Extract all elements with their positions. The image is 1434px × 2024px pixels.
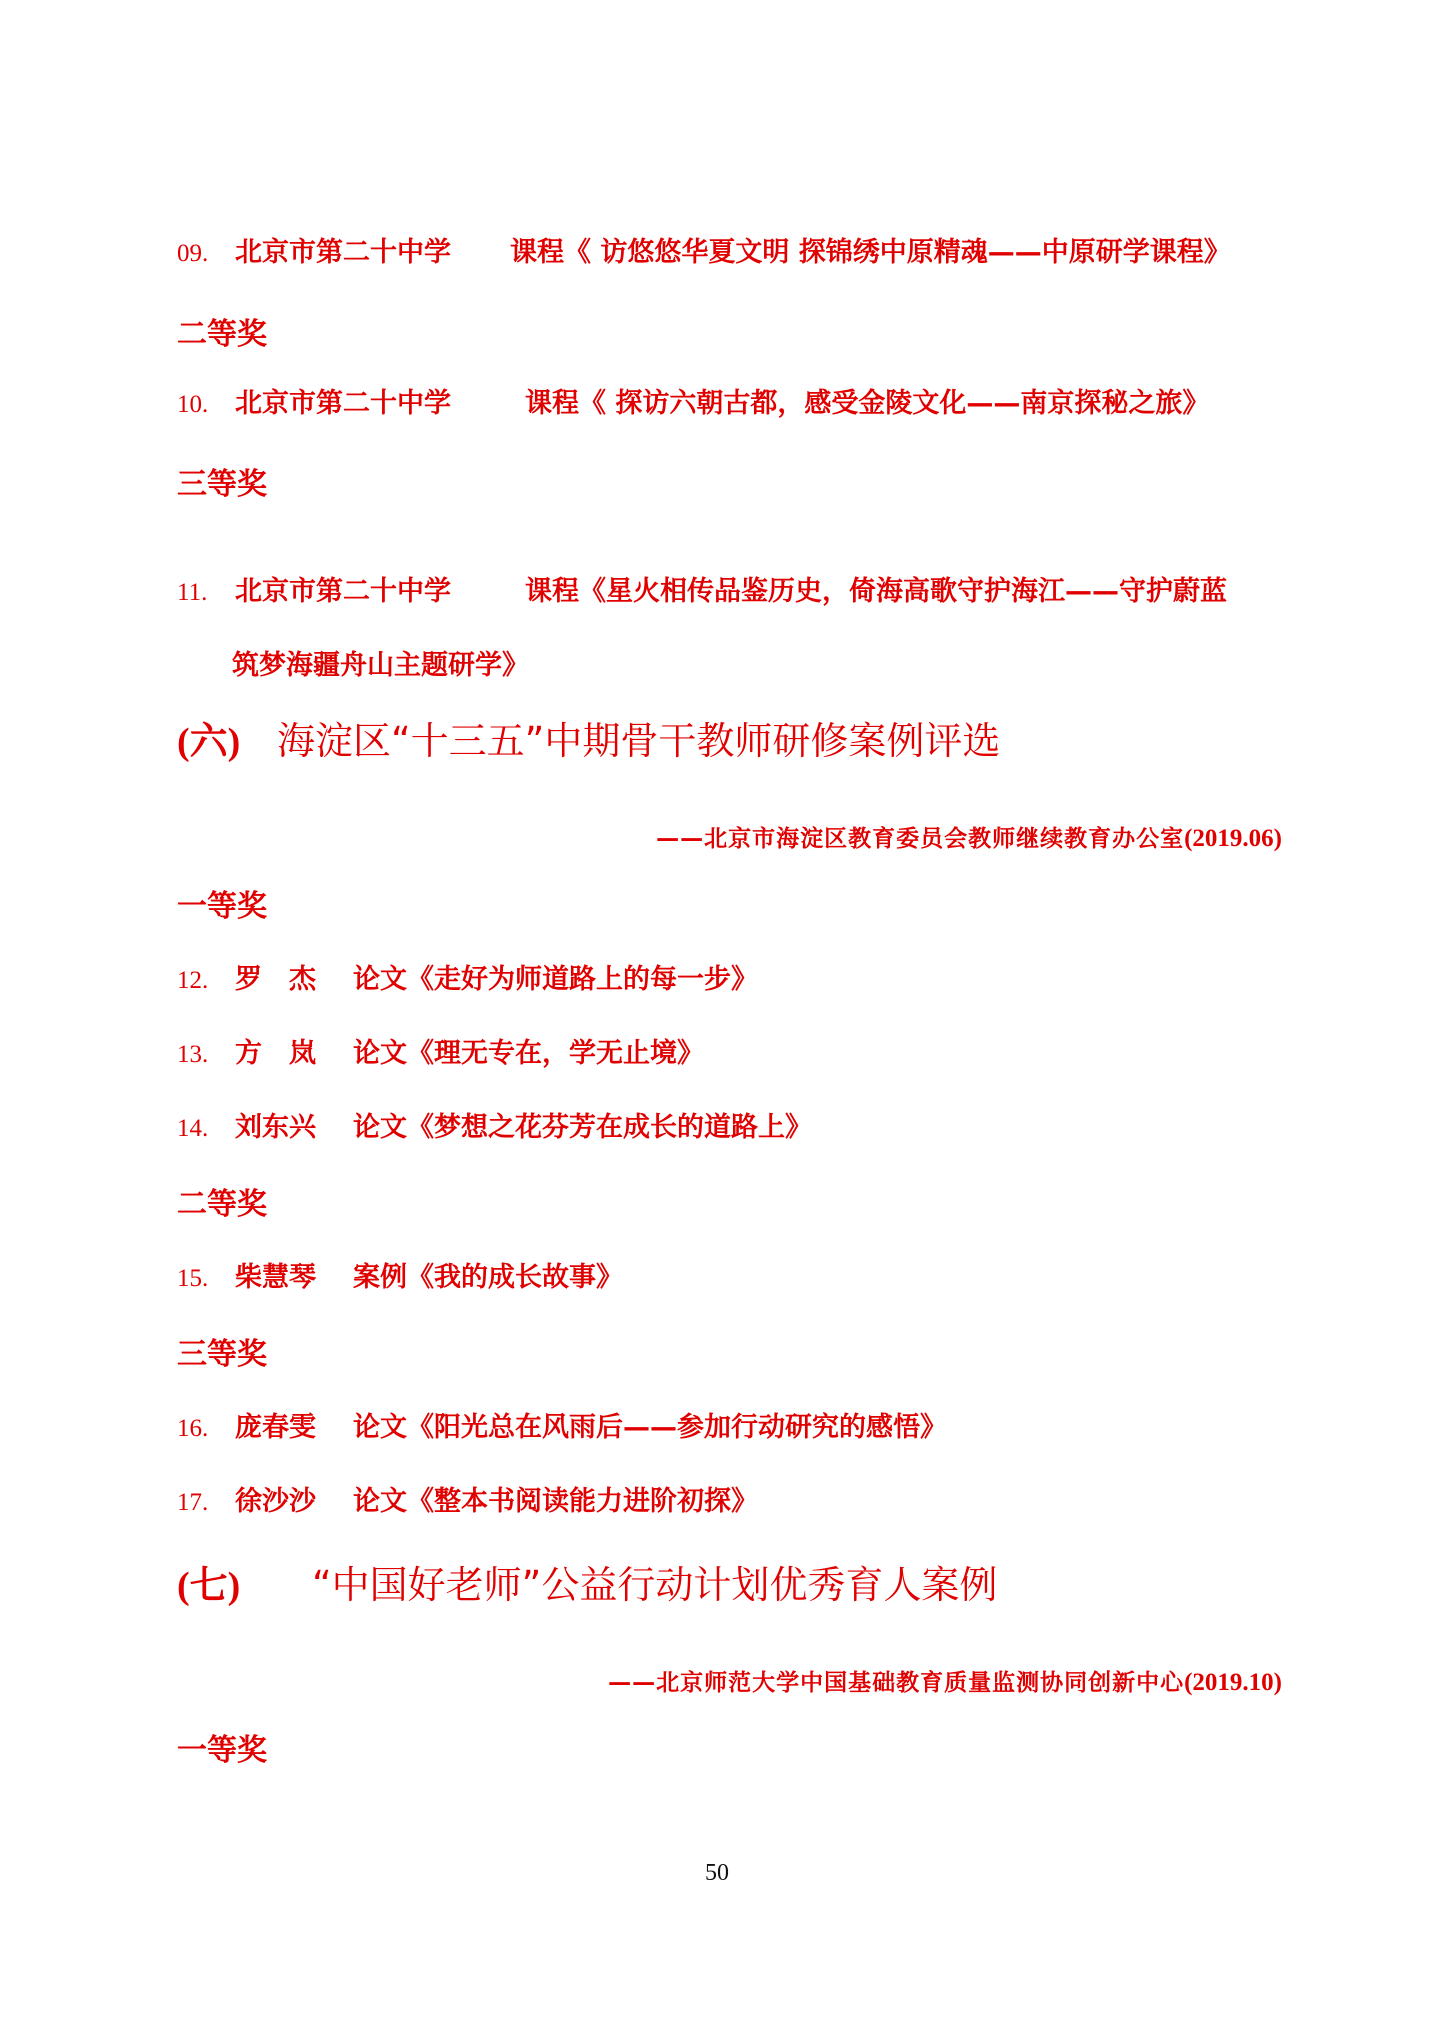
section-title: 海淀区“十三五”中期骨干教师研修案例评选 xyxy=(277,719,1001,763)
entry-09 xyxy=(177,239,1231,266)
source-org: ——北京市海淀区教育委员会教师继续教育办公室 xyxy=(656,826,1185,852)
award-heading-second: 二等奖 xyxy=(177,317,267,352)
entry-15 xyxy=(177,1264,623,1291)
entry-16 xyxy=(177,1414,947,1441)
entry-title: 课程《星火相传品鉴历史，倚海高歌守护海江——守护蔚蓝 xyxy=(525,576,1227,607)
award-heading-third: 三等奖 xyxy=(177,467,267,502)
entry-11 xyxy=(177,578,1227,605)
entry-title: 论文《理无专在，学无止境》 xyxy=(353,1038,704,1069)
section-source-6 xyxy=(656,820,1282,853)
source-date: (2019.10) xyxy=(1184,1669,1282,1696)
section-heading-7 xyxy=(177,1563,998,1607)
entry-number: 12. xyxy=(177,967,209,994)
entry-school: 北京市第二十中学 xyxy=(235,237,451,268)
entry-name: 庞春雯 xyxy=(235,1412,316,1443)
entry-number: 16. xyxy=(177,1415,209,1442)
entry-14 xyxy=(177,1114,812,1141)
source-org: ——北京师范大学中国基础教育质量监测协同创新中心 xyxy=(608,1670,1185,1696)
entry-number: 13. xyxy=(177,1041,209,1068)
entry-title: 案例《我的成长故事》 xyxy=(353,1262,623,1293)
entry-name: 方 岚 xyxy=(235,1038,316,1069)
entry-title: 课程《 探访六朝古都，感受金陵文化——南京探秘之旅》 xyxy=(525,388,1210,419)
source-date: (2019.06) xyxy=(1184,825,1282,852)
entry-13 xyxy=(177,1040,704,1067)
entry-school: 北京市第二十中学 xyxy=(235,576,451,607)
entry-title: 论文《整本书阅读能力进阶初探》 xyxy=(353,1486,758,1517)
entry-number: 09. xyxy=(177,240,209,267)
entry-name: 刘东兴 xyxy=(235,1112,316,1143)
entry-number: 14. xyxy=(177,1115,209,1142)
entry-name: 罗 杰 xyxy=(235,964,316,995)
section-number: (七) xyxy=(177,1565,241,1607)
section-heading-6 xyxy=(177,719,1001,763)
entry-number: 15. xyxy=(177,1265,209,1292)
entry-11-continuation xyxy=(232,652,529,679)
section-title: “中国好老师”公益行动计划优秀育人案例 xyxy=(312,1563,998,1607)
entry-10 xyxy=(177,390,1209,417)
award-heading-first: 一等奖 xyxy=(177,1733,267,1768)
entry-title-continuation: 筑梦海疆舟山主题研学》 xyxy=(232,650,529,681)
award-heading-second: 二等奖 xyxy=(177,1187,267,1222)
page-number: 50 xyxy=(705,1860,729,1886)
entry-number: 17. xyxy=(177,1489,209,1516)
entry-17 xyxy=(177,1488,758,1515)
entry-name: 柴慧琴 xyxy=(235,1262,316,1293)
entry-title: 论文《梦想之花芬芳在成长的道路上》 xyxy=(353,1112,812,1143)
entry-number: 10. xyxy=(177,391,209,418)
entry-title: 论文《走好为师道路上的每一步》 xyxy=(353,964,758,995)
entry-school: 北京市第二十中学 xyxy=(235,388,451,419)
award-heading-first: 一等奖 xyxy=(177,889,267,924)
section-source-7 xyxy=(608,1664,1282,1697)
entry-name: 徐沙沙 xyxy=(235,1486,316,1517)
section-number: (六) xyxy=(177,721,241,763)
entry-number: 11. xyxy=(177,579,208,606)
entry-title: 论文《阳光总在风雨后——参加行动研究的感悟》 xyxy=(353,1412,947,1443)
entry-title: 课程《 访悠悠华夏文明 探锦绣中原精魂——中原研学课程》 xyxy=(510,237,1231,268)
entry-12 xyxy=(177,966,758,993)
award-heading-third: 三等奖 xyxy=(177,1337,267,1372)
